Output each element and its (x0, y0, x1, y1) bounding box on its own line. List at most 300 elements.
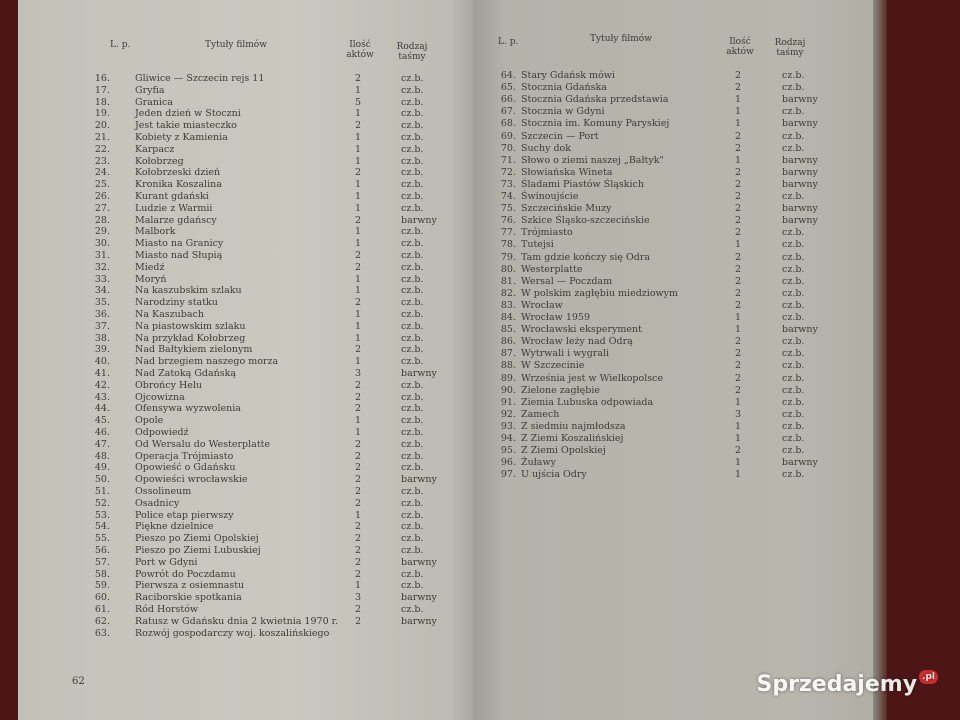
act-count: 1 (354, 143, 362, 155)
film-type: cz.b. (782, 130, 805, 142)
film-type: cz.b. (782, 312, 805, 323)
film-type: cz.b. (401, 568, 424, 580)
film-type: barwny (782, 178, 818, 190)
row-number: 89. (500, 372, 516, 384)
film-type: cz.b. (401, 533, 424, 545)
act-count: 2 (734, 203, 742, 215)
film-type: barwny (782, 457, 818, 469)
film-type: cz.b. (782, 469, 805, 481)
row-number: 56. (94, 545, 110, 556)
row-number: 25. (94, 179, 110, 191)
row-number: 34. (94, 285, 110, 297)
watermark-logo (757, 672, 938, 697)
row-number: 52. (94, 497, 110, 509)
act-count: 1 (734, 154, 742, 166)
row-number: 84. (500, 312, 516, 323)
film-type: cz.b. (782, 396, 805, 408)
act-count: 2 (354, 261, 362, 273)
row-number: 66. (500, 94, 516, 106)
film-type: cz.b. (782, 445, 805, 457)
film-type: cz.b. (782, 142, 805, 154)
row-number: 64. (500, 70, 516, 81)
act-count: 2 (734, 142, 742, 154)
row-number: 55. (94, 533, 110, 545)
film-type: cz.b. (401, 450, 424, 462)
film-type: cz.b. (401, 273, 424, 285)
film-title: Od Wersalu do Westerplatte (135, 438, 271, 450)
film-type: cz.b. (782, 227, 805, 239)
row-number: 20. (94, 120, 110, 132)
film-title: Suchy dok (521, 142, 572, 154)
row-number: 40. (94, 356, 110, 368)
row-number: 71. (500, 154, 516, 166)
film-type: cz.b. (401, 403, 424, 415)
act-count: 1 (354, 427, 362, 438)
film-title: Września jest w Wielkopolsce (521, 372, 664, 384)
film-type: barwny (401, 615, 437, 627)
row-number: 21. (94, 132, 110, 143)
film-title: Z Ziemi Opolskiej (521, 445, 606, 457)
film-type: cz.b. (782, 348, 805, 360)
film-type: cz.b. (401, 261, 424, 273)
film-type: cz.b. (401, 238, 424, 250)
film-title: Kobiety z Kamienia (135, 132, 228, 143)
row-number: 96. (500, 457, 516, 469)
film-type: cz.b. (782, 433, 805, 444)
film-title: Nad Zatoką Gdańską (135, 368, 237, 379)
film-type: cz.b. (401, 391, 424, 403)
row-number: 45. (94, 415, 110, 427)
film-title: Tam gdzie kończy się Odra (521, 251, 651, 263)
header-type-line1: Rodzaj (396, 42, 428, 52)
film-title: Śladami Piastów Śląskich (521, 178, 644, 190)
film-title: Pieszo po Ziemi Opolskiej (135, 533, 259, 545)
row-number: 22. (94, 143, 110, 155)
film-title: Malarze gdańscy (135, 214, 217, 226)
header-acts (340, 40, 380, 60)
act-count: 2 (734, 384, 742, 396)
row-number: 60. (94, 592, 110, 604)
act-count: 2 (354, 556, 362, 568)
film-title: Kronika Koszalina (135, 179, 222, 191)
act-count: 2 (734, 215, 742, 227)
film-title: Osadnicy (135, 497, 180, 509)
row-number: 47. (94, 438, 110, 450)
row-number: 43. (94, 391, 110, 403)
film-title: Miedź (135, 261, 165, 273)
header-lp-right: L. p. (498, 37, 519, 47)
film-type: cz.b. (401, 462, 424, 474)
header-type-line2: taśmy (398, 52, 426, 62)
film-title: Kołobrzeski dzień (135, 167, 221, 179)
row-number: 58. (94, 568, 110, 580)
film-type: cz.b. (401, 356, 424, 368)
act-count: 2 (734, 191, 742, 202)
film-type: cz.b. (782, 408, 805, 420)
act-count: 3 (734, 408, 742, 420)
row-number: 42. (94, 379, 110, 391)
film-title: Port w Gdyni (135, 556, 198, 568)
header-type-line1: Rodzaj (774, 38, 806, 48)
film-title: Szczecin — Port (521, 130, 599, 142)
row-number: 77. (500, 227, 516, 239)
film-title: Raciborskie spotkania (135, 592, 242, 604)
film-type: barwny (782, 154, 818, 166)
film-type: cz.b. (782, 251, 805, 263)
film-title: Miasto na Granicy (135, 238, 224, 250)
film-title: Powrót do Poczdamu (135, 568, 236, 580)
act-count: 2 (354, 344, 362, 356)
film-title: Rozwój gospodarczy woj. koszalińskiego (135, 627, 330, 639)
row-number: 17. (94, 84, 110, 96)
film-type: cz.b. (782, 336, 805, 348)
act-count: 1 (354, 202, 362, 214)
act-count: 1 (354, 238, 362, 250)
act-count: 1 (354, 580, 362, 592)
act-count: 1 (354, 332, 362, 344)
film-title: Na Kaszubach (135, 309, 204, 320)
film-title: Narodziny statku (135, 297, 218, 309)
film-title: Z Ziemi Koszalińskiej (521, 433, 624, 444)
act-count: 1 (354, 179, 362, 191)
act-count: 1 (734, 469, 742, 481)
act-count: 1 (734, 239, 742, 251)
row-number: 97. (500, 469, 516, 481)
row-number: 36. (94, 309, 110, 320)
film-type: cz.b. (782, 384, 805, 396)
watermark-text: Sprzedajemy (756, 672, 918, 697)
film-type: cz.b. (401, 497, 424, 509)
row-number: 67. (500, 106, 516, 118)
film-title: Westerplatte (521, 263, 583, 275)
act-count: 2 (734, 227, 742, 239)
film-title: Malbork (135, 226, 176, 238)
film-title: Gryfia (135, 84, 165, 96)
film-title: Z siedmiu najmłodsza (521, 420, 626, 432)
film-type: cz.b. (401, 521, 424, 533)
film-title: Miasto nad Słupią (135, 250, 223, 261)
act-count: 1 (734, 420, 742, 432)
act-count: 2 (354, 120, 362, 132)
act-count: 1 (354, 285, 362, 297)
film-title: Wrocław leży nad Odrą (521, 336, 633, 348)
film-type: cz.b. (782, 275, 805, 287)
film-type: cz.b. (401, 108, 424, 120)
film-type: cz.b. (782, 82, 805, 94)
act-count: 2 (354, 438, 362, 450)
film-type: barwny (782, 118, 818, 130)
film-type: barwny (782, 94, 818, 106)
act-count: 2 (734, 360, 742, 372)
film-title: Na piastowskim szlaku (135, 320, 246, 332)
act-count: 1 (354, 273, 362, 285)
act-count: 1 (354, 191, 362, 202)
act-count: 2 (734, 178, 742, 190)
row-number: 37. (94, 320, 110, 332)
film-title: Stary Gdańsk mówi (521, 70, 615, 81)
act-count: 2 (734, 82, 742, 94)
row-number: 27. (94, 202, 110, 214)
film-type: barwny (782, 215, 818, 227)
act-count: 2 (354, 533, 362, 545)
film-title: Ziemia Lubuska odpowiada (521, 396, 654, 408)
row-number: 74. (500, 191, 516, 202)
film-type: cz.b. (401, 73, 424, 84)
row-number: 79. (500, 251, 516, 263)
film-type: barwny (782, 203, 818, 215)
film-type: cz.b. (401, 379, 424, 391)
row-number: 54. (94, 521, 110, 533)
row-number: 39. (94, 344, 110, 356)
act-count: 2 (734, 275, 742, 287)
film-type: cz.b. (782, 70, 805, 81)
row-number: 31. (94, 250, 110, 261)
film-title: Kołobrzeg (135, 155, 184, 167)
act-count: 1 (354, 226, 362, 238)
act-count: 2 (354, 462, 362, 474)
row-number: 68. (500, 118, 516, 130)
act-count: 1 (354, 415, 362, 427)
film-title: Nad brzegiem naszego morza (135, 356, 279, 368)
film-title: Na przykład Kołobrzeg (135, 332, 246, 344)
film-title: Zielone zagłębie (521, 384, 600, 396)
row-number: 16. (94, 73, 110, 84)
act-count: 1 (354, 132, 362, 143)
act-count: 2 (354, 521, 362, 533)
act-count: 1 (734, 94, 742, 106)
film-title: Stocznia Gdańska przedstawia (521, 94, 669, 106)
row-number: 30. (94, 238, 110, 250)
act-count: 5 (354, 96, 362, 108)
act-count: 1 (354, 309, 362, 320)
act-count: 2 (734, 445, 742, 457)
film-type: cz.b. (401, 226, 424, 238)
film-type: cz.b. (401, 120, 424, 132)
film-title: Wersal — Poczdam (521, 275, 613, 287)
film-title: Opowieści wrocławskie (135, 474, 248, 486)
film-title: Kurant gdański (135, 191, 209, 202)
film-type: cz.b. (401, 96, 424, 108)
film-title: Operacja Trójmiasto (135, 450, 234, 462)
film-type: cz.b. (401, 250, 424, 261)
film-title: Nad Bałtykiem zielonym (135, 344, 253, 356)
row-number: 76. (500, 215, 516, 227)
row-number: 87. (500, 348, 516, 360)
film-type: cz.b. (401, 545, 424, 556)
film-type: barwny (401, 214, 437, 226)
header-acts-right (722, 37, 758, 57)
film-type: barwny (401, 592, 437, 604)
row-number: 72. (500, 166, 516, 178)
act-count: 1 (354, 108, 362, 120)
header-title-right: Tytuły filmów (590, 34, 652, 44)
film-type: cz.b. (401, 438, 424, 450)
film-title: Opole (135, 415, 164, 427)
header-type (392, 42, 432, 62)
row-number: 28. (94, 214, 110, 226)
film-title: Słowiańska Wineta (521, 166, 613, 178)
film-title: Stocznia Gdańska (521, 82, 607, 94)
row-number: 19. (94, 108, 110, 120)
row-number: 75. (500, 203, 516, 215)
row-number: 18. (94, 96, 110, 108)
row-number: 65. (500, 82, 516, 94)
row-number: 50. (94, 474, 110, 486)
film-type: cz.b. (401, 297, 424, 309)
film-type: cz.b. (401, 84, 424, 96)
row-number: 35. (94, 297, 110, 309)
row-number: 32. (94, 261, 110, 273)
act-count: 2 (354, 379, 362, 391)
act-count: 1 (354, 155, 362, 167)
film-title: Police etap pierwszy (135, 509, 234, 521)
film-type: cz.b. (401, 191, 424, 202)
row-number: 46. (94, 427, 110, 438)
act-count: 1 (354, 320, 362, 332)
film-title: U ujścia Odry (521, 469, 587, 481)
act-count: 2 (734, 70, 742, 81)
film-title: Ofensywa wyzwolenia (135, 403, 241, 415)
row-number: 92. (500, 408, 516, 420)
act-count: 2 (354, 474, 362, 486)
row-number: 81. (500, 275, 516, 287)
row-number: 94. (500, 433, 516, 444)
film-title: Szkice Śląsko-szczecińskie (521, 215, 650, 227)
film-type: cz.b. (401, 167, 424, 179)
film-title: Karpacz (135, 143, 175, 155)
film-title: W Szczecinie (521, 360, 585, 372)
film-title: Słowo o ziemi naszej „Bałtyk" (521, 154, 664, 166)
film-type: cz.b. (401, 132, 424, 143)
row-number: 83. (500, 299, 516, 311)
film-type: cz.b. (401, 486, 424, 497)
act-count: 2 (354, 403, 362, 415)
film-type: cz.b. (782, 106, 805, 118)
film-title: Odpowiedź (135, 427, 189, 438)
header-acts-line2: aktów (346, 50, 374, 60)
film-title: Opowieść o Gdańsku (135, 462, 236, 474)
film-title: W polskim zagłębiu miedziowym (521, 287, 679, 299)
row-number: 41. (94, 368, 110, 379)
row-number: 85. (500, 324, 516, 336)
act-count: 2 (734, 251, 742, 263)
act-count: 1 (734, 457, 742, 469)
film-type: cz.b. (782, 299, 805, 311)
row-number: 70. (500, 142, 516, 154)
film-type: cz.b. (401, 179, 424, 191)
row-number: 80. (500, 263, 516, 275)
act-count: 2 (354, 391, 362, 403)
film-title: Moryń (135, 273, 167, 285)
film-type: cz.b. (401, 427, 424, 438)
film-title: Świnoujście (521, 191, 579, 202)
row-number: 95. (500, 445, 516, 457)
act-count: 3 (354, 592, 362, 604)
header-type-line2: taśmy (776, 48, 804, 58)
film-type: barwny (401, 368, 437, 379)
film-title: Ratusz w Gdańsku dnia 2 kwietnia 1970 r. (135, 615, 339, 627)
film-type: cz.b. (401, 285, 424, 297)
film-type: barwny (782, 324, 818, 336)
act-count: 2 (354, 615, 362, 627)
row-number: 57. (94, 556, 110, 568)
act-count: 2 (354, 297, 362, 309)
act-count: 2 (734, 348, 742, 360)
header-acts-line1: Ilość (349, 40, 371, 50)
act-count: 2 (354, 450, 362, 462)
film-title: Żuławy (521, 457, 556, 469)
film-title: Wrocław 1959 (521, 312, 590, 323)
act-count: 1 (734, 106, 742, 118)
film-type: cz.b. (401, 509, 424, 521)
film-title: Pierwsza z osiemnastu (135, 580, 245, 592)
header-type-right (770, 38, 810, 58)
row-number: 26. (94, 191, 110, 202)
film-title: Ojcowizna (135, 391, 185, 403)
row-number: 33. (94, 273, 110, 285)
act-count: 2 (734, 287, 742, 299)
row-number: 93. (500, 420, 516, 432)
film-title: Ossolineum (135, 486, 192, 497)
row-number: 82. (500, 287, 516, 299)
row-number: 51. (94, 486, 110, 497)
act-count: 2 (734, 336, 742, 348)
film-type: cz.b. (401, 143, 424, 155)
film-title: Trójmiasto (521, 227, 573, 239)
row-number: 88. (500, 360, 516, 372)
header-lp: L. p. (110, 40, 131, 50)
row-number: 63. (94, 627, 110, 639)
film-title: Szczecińskie Muzy (521, 203, 612, 215)
film-type: cz.b. (782, 287, 805, 299)
row-number: 86. (500, 336, 516, 348)
film-title: Jest takie miasteczko (135, 120, 237, 132)
header-acts-line2: aktów (726, 47, 754, 57)
act-count: 2 (354, 167, 362, 179)
act-count: 3 (354, 368, 362, 379)
film-title: Wrocław (521, 299, 563, 311)
row-number: 91. (500, 396, 516, 408)
film-type: cz.b. (782, 360, 805, 372)
film-type: barwny (782, 166, 818, 178)
row-number: 59. (94, 580, 110, 592)
act-count: 2 (354, 214, 362, 226)
row-number: 69. (500, 130, 516, 142)
film-type: cz.b. (401, 415, 424, 427)
film-type: barwny (401, 556, 437, 568)
watermark-suffix: .pl (919, 670, 938, 684)
header-acts-line1: Ilość (729, 37, 751, 47)
film-type: cz.b. (782, 420, 805, 432)
row-number: 29. (94, 226, 110, 238)
film-type: barwny (401, 474, 437, 486)
row-number: 90. (500, 384, 516, 396)
header-title: Tytuły filmów (205, 40, 267, 50)
row-number: 24. (94, 167, 110, 179)
act-count: 2 (354, 545, 362, 556)
row-number: 44. (94, 403, 110, 415)
act-count: 2 (734, 130, 742, 142)
film-type: cz.b. (401, 344, 424, 356)
row-number: 61. (94, 604, 110, 615)
act-count: 2 (734, 299, 742, 311)
act-count: 2 (734, 166, 742, 178)
page-number: 62 (72, 676, 85, 687)
film-title: Stocznia w Gdyni (521, 106, 605, 118)
film-title: Ród Horstów (135, 604, 199, 615)
film-title: Tutejsi (521, 239, 554, 251)
film-title: Na kaszubskim szlaku (135, 285, 242, 297)
